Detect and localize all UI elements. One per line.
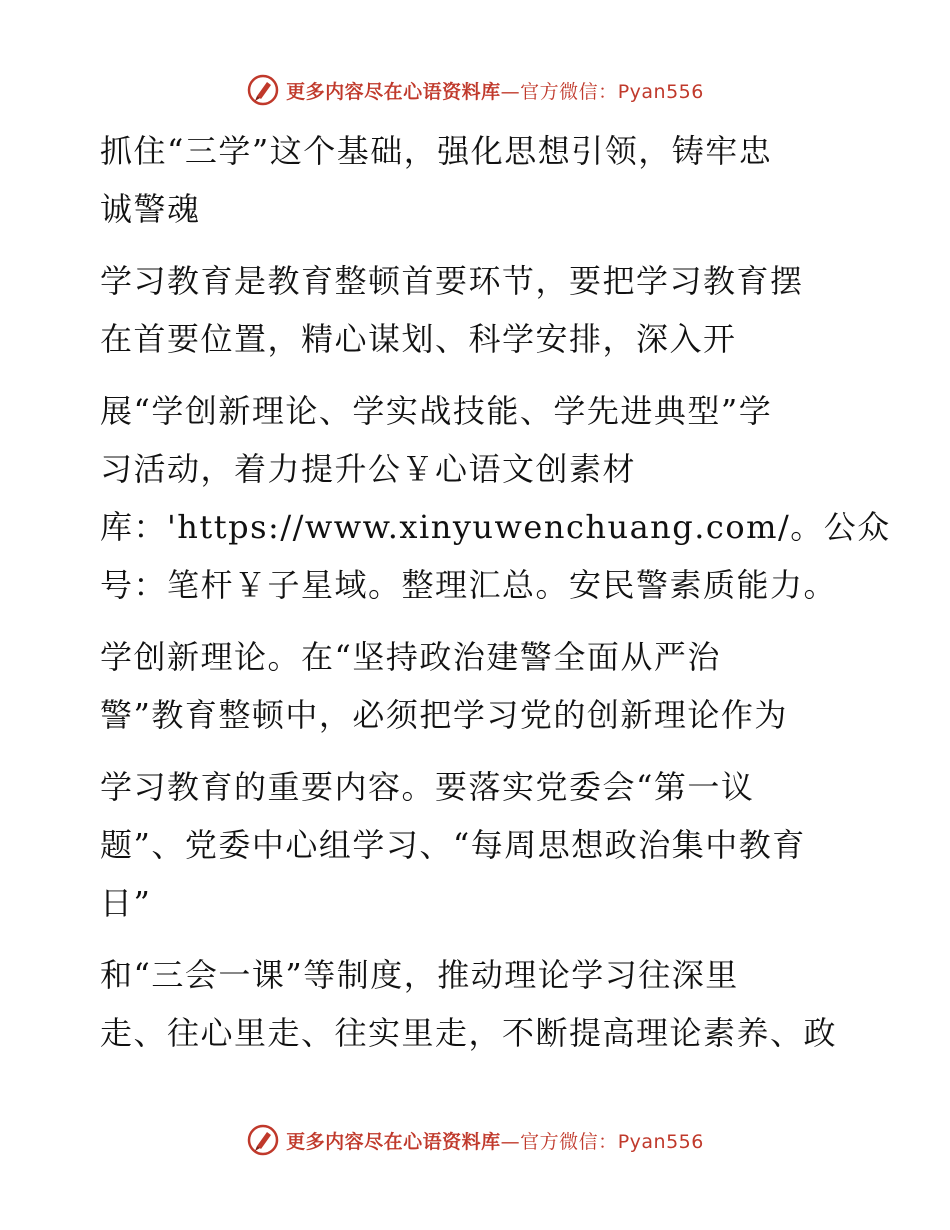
paragraph bbox=[100, 758, 860, 932]
paragraph bbox=[100, 252, 860, 368]
paragraph bbox=[100, 628, 860, 744]
banner-main-text: 更多内容尽在心语资料库 bbox=[286, 80, 501, 103]
banner-wechat-label: 官方微信： bbox=[520, 1130, 618, 1153]
banner-dash: — bbox=[500, 1130, 521, 1153]
text-line: 习活动，着力提升公￥心语文创素材 bbox=[100, 450, 637, 488]
text-line: 学创新理论。在“坚持政治建警全面从严治 bbox=[100, 638, 721, 676]
banner-wechat-label: 官方微信： bbox=[520, 80, 618, 103]
text-line: 号：笔杆￥子星域。整理汇总。安民警素质能力。 bbox=[100, 566, 838, 604]
banner-dash: — bbox=[500, 80, 521, 103]
text-line: 走、往心里走、往实里走，不断提高理论素养、政 bbox=[100, 1014, 838, 1052]
text-line: 警”教育整顿中，必须把学习党的创新理论作为 bbox=[100, 696, 788, 734]
paragraph bbox=[100, 382, 891, 614]
header-watermark-banner bbox=[0, 70, 950, 110]
text-line: 日” bbox=[100, 884, 152, 922]
pen-nib-circle-icon bbox=[246, 73, 280, 107]
text-line-url: 库：'https://www.xinyuwenchuang.com/。公众 bbox=[100, 508, 891, 546]
footer-watermark-banner bbox=[0, 1120, 950, 1160]
text-line: 学习教育是教育整顿首要环节，要把学习教育摆 bbox=[100, 262, 804, 300]
text-line: 展“学创新理论、学实战技能、学先进典型”学 bbox=[100, 392, 773, 430]
text-line: 抓住“三学”这个基础，强化思想引领，铸牢忠 bbox=[100, 132, 773, 170]
document-body bbox=[100, 122, 891, 1076]
text-line: 在首要位置，精心谋划、科学安排，深入开 bbox=[100, 320, 737, 358]
text-line: 学习教育的重要内容。要落实党委会“第一议 bbox=[100, 768, 755, 806]
pen-nib-circle-icon bbox=[246, 1123, 280, 1157]
paragraph bbox=[100, 946, 860, 1062]
text-line: 诚警魂 bbox=[100, 190, 201, 228]
banner-text bbox=[286, 77, 704, 104]
banner-wechat-handle: Pyan556 bbox=[617, 1130, 704, 1153]
text-line: 和“三会一课”等制度，推动理论学习往深里 bbox=[100, 956, 739, 994]
text-line: 题”、党委中心组学习、“每周思想政治集中教育 bbox=[100, 826, 806, 864]
banner-text bbox=[286, 1127, 704, 1154]
banner-wechat-handle: Pyan556 bbox=[617, 80, 704, 103]
banner-main-text: 更多内容尽在心语资料库 bbox=[286, 1130, 501, 1153]
paragraph bbox=[100, 122, 860, 238]
